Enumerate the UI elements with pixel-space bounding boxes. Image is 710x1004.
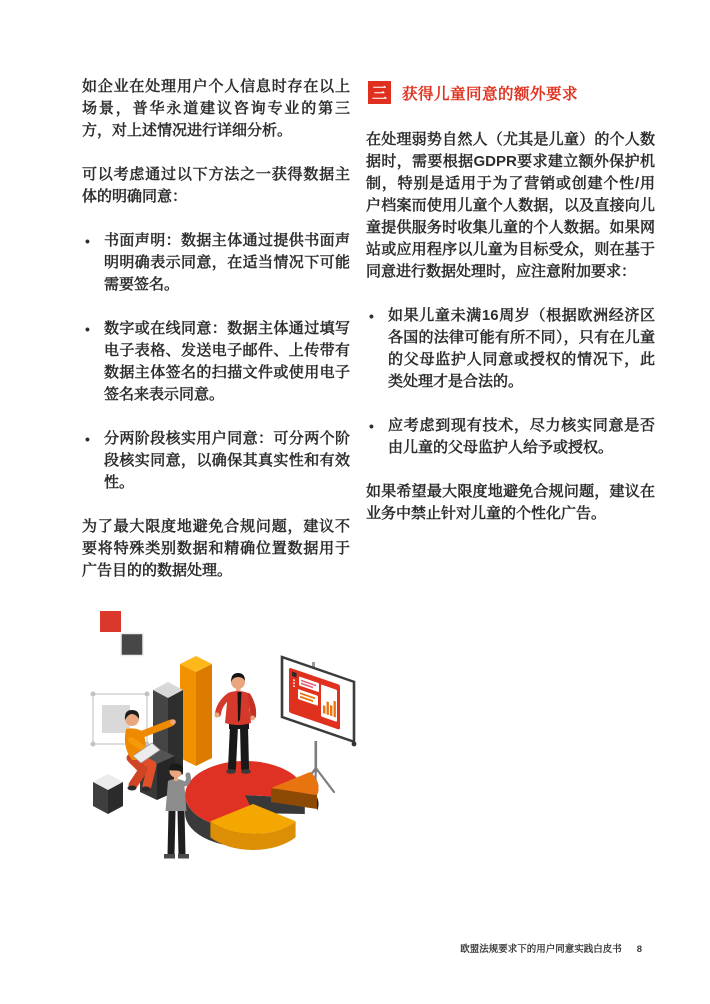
left-text-column	[82, 76, 350, 604]
paragraph: 可以考虑通过以下方法之一获得数据主体的明确同意：	[82, 166, 350, 205]
accent-squares	[100, 611, 143, 656]
paragraph: 如果希望最大限度地避免合规问题，建议在业务中禁止针对儿童的个性化广告。	[366, 483, 655, 522]
presenter-figure	[214, 673, 255, 774]
paragraph: 如企业在处理用户个人信息时存在以上场景，普华永道建议咨询专业的第三方，对上述情况进行详细分析。	[82, 78, 350, 139]
illustration-svg	[75, 598, 385, 898]
page-number: 8	[636, 944, 642, 955]
right-text-column	[366, 76, 655, 547]
pie-chart-shape	[185, 761, 319, 850]
consent-methods-list	[82, 230, 350, 494]
slide-bar-chart	[321, 684, 337, 722]
projection-screen	[282, 657, 354, 742]
section-number-icon: 三	[368, 81, 391, 104]
presentation-illustration	[75, 598, 385, 898]
paragraph: 在处理弱势自然人（尤其是儿童）的个人数据时，需要根据GDPR要求建立额外保护机制，特别是适用于为了营销或创建个性/用户档案而使用儿童个人数据，以及直接向儿童提供服务时收集儿童的个人数据。如果网站或应用程序以儿童为目标受众，则在基于同意进行数据处理时，应注意附加要求：	[366, 131, 655, 280]
footer-title: 欧盟法规要求下的用户同意实践白皮书	[460, 944, 622, 955]
list-item: • 分两阶段核实用户同意：可分两个阶段核实同意，以确保其真实性和有效性。	[82, 428, 350, 494]
page-footer	[460, 941, 642, 955]
section-heading	[368, 81, 655, 104]
children-consent-list	[366, 305, 655, 459]
paragraph: 为了最大限度地避免合规问题，建议不要将特殊类别数据和精确位置数据用于广告目的的数据处理。	[82, 518, 350, 579]
small-cube	[93, 774, 123, 814]
section-title: 获得儿童同意的额外要求	[402, 85, 579, 103]
list-item: • 应考虑到现有技术，尽力核实同意是否由儿童的父母监护人给予或授权。	[366, 415, 655, 459]
list-item: • 数字或在线同意：数据主体通过填写电子表格、发送电子邮件、上传带有数据主体签名的扫描文件或使用电子签名来表示同意。	[82, 318, 350, 406]
list-item: • 如果儿童未满16周岁（根据欧洲经济区各国的法律可能有所不同），只有在儿童的父母监护人同意或授权的情况下，此类处理才是合法的。	[366, 305, 655, 393]
list-item: • 书面声明：数据主体通过提供书面声明明确表示同意，在适当情况下可能需要签名。	[82, 230, 350, 296]
